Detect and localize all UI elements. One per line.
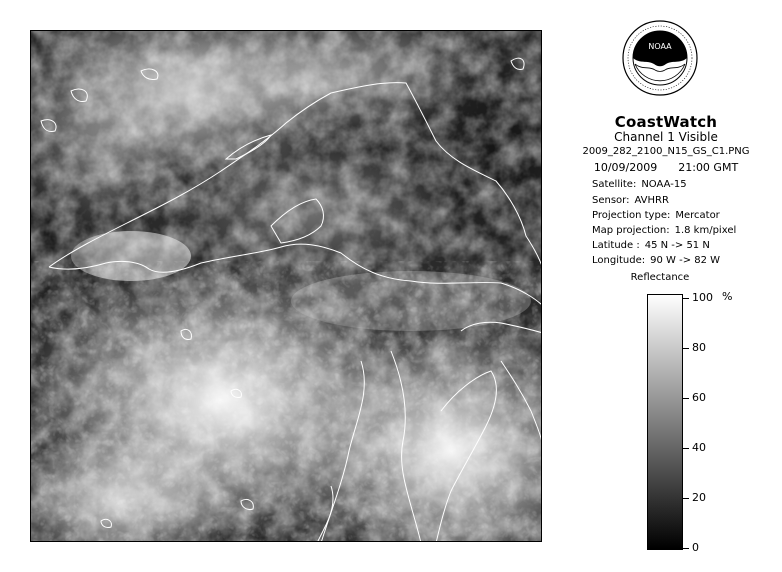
cumulus-texture (31, 261, 542, 542)
map-projection-label: Map projection: (592, 225, 670, 236)
colorbar-label-20: 20 (692, 491, 706, 504)
colorbar-label-80: 80 (692, 341, 706, 354)
projection-type-value: Mercator (675, 210, 720, 221)
longitude-row (592, 255, 720, 266)
image-filename: 2009_282_2100_N15_GS_C1.PNG (582, 146, 750, 157)
noaa-logo-svg (622, 18, 698, 102)
product-title: CoastWatch (614, 113, 718, 131)
satellite-value: NOAA-15 (641, 179, 687, 190)
acquisition-time: 21:00 GMT (678, 161, 739, 174)
latitude-row (592, 240, 710, 251)
acquisition-date: 10/09/2009 (593, 161, 658, 174)
colorbar-label-100: 100 (692, 291, 713, 304)
projection-type-row (592, 210, 720, 221)
sensor-value: AVHRR (634, 195, 669, 206)
latitude-label: Latitude : (592, 240, 640, 251)
sensor-label: Sensor: (592, 195, 630, 206)
logo-text: NOAA (648, 42, 672, 51)
satellite-image (30, 30, 542, 542)
longitude-value: 90 W -> 82 W (650, 255, 721, 266)
reflectance-colorbar (647, 294, 683, 550)
satellite-row (592, 179, 687, 190)
longitude-label: Longitude: (592, 255, 646, 266)
projection-type-label: Projection type: (592, 210, 671, 221)
latitude-value: 45 N -> 51 N (644, 240, 710, 251)
satellite-label: Satellite: (592, 179, 637, 190)
sensor-row (592, 195, 669, 206)
colorbar-tick (683, 298, 689, 299)
map-projection-row (592, 225, 736, 236)
colorbar-label-60: 60 (692, 391, 706, 404)
colorbar-tick (683, 498, 689, 499)
satellite-image-svg (31, 31, 542, 542)
colorbar-title: Reflectance (630, 272, 690, 283)
colorbar-label-40: 40 (692, 441, 706, 454)
colorbar-unit: % (722, 290, 733, 303)
colorbar-tick (683, 448, 689, 449)
colorbar-label-0: 0 (692, 541, 699, 554)
noaa-logo (622, 18, 698, 102)
acquisition-datetime (563, 161, 769, 174)
channel-label: Channel 1 Visible (614, 130, 718, 144)
colorbar-tick (683, 398, 689, 399)
colorbar-tick (683, 548, 689, 549)
map-projection-value: 1.8 km/pixel (674, 225, 737, 236)
colorbar-tick (683, 348, 689, 349)
